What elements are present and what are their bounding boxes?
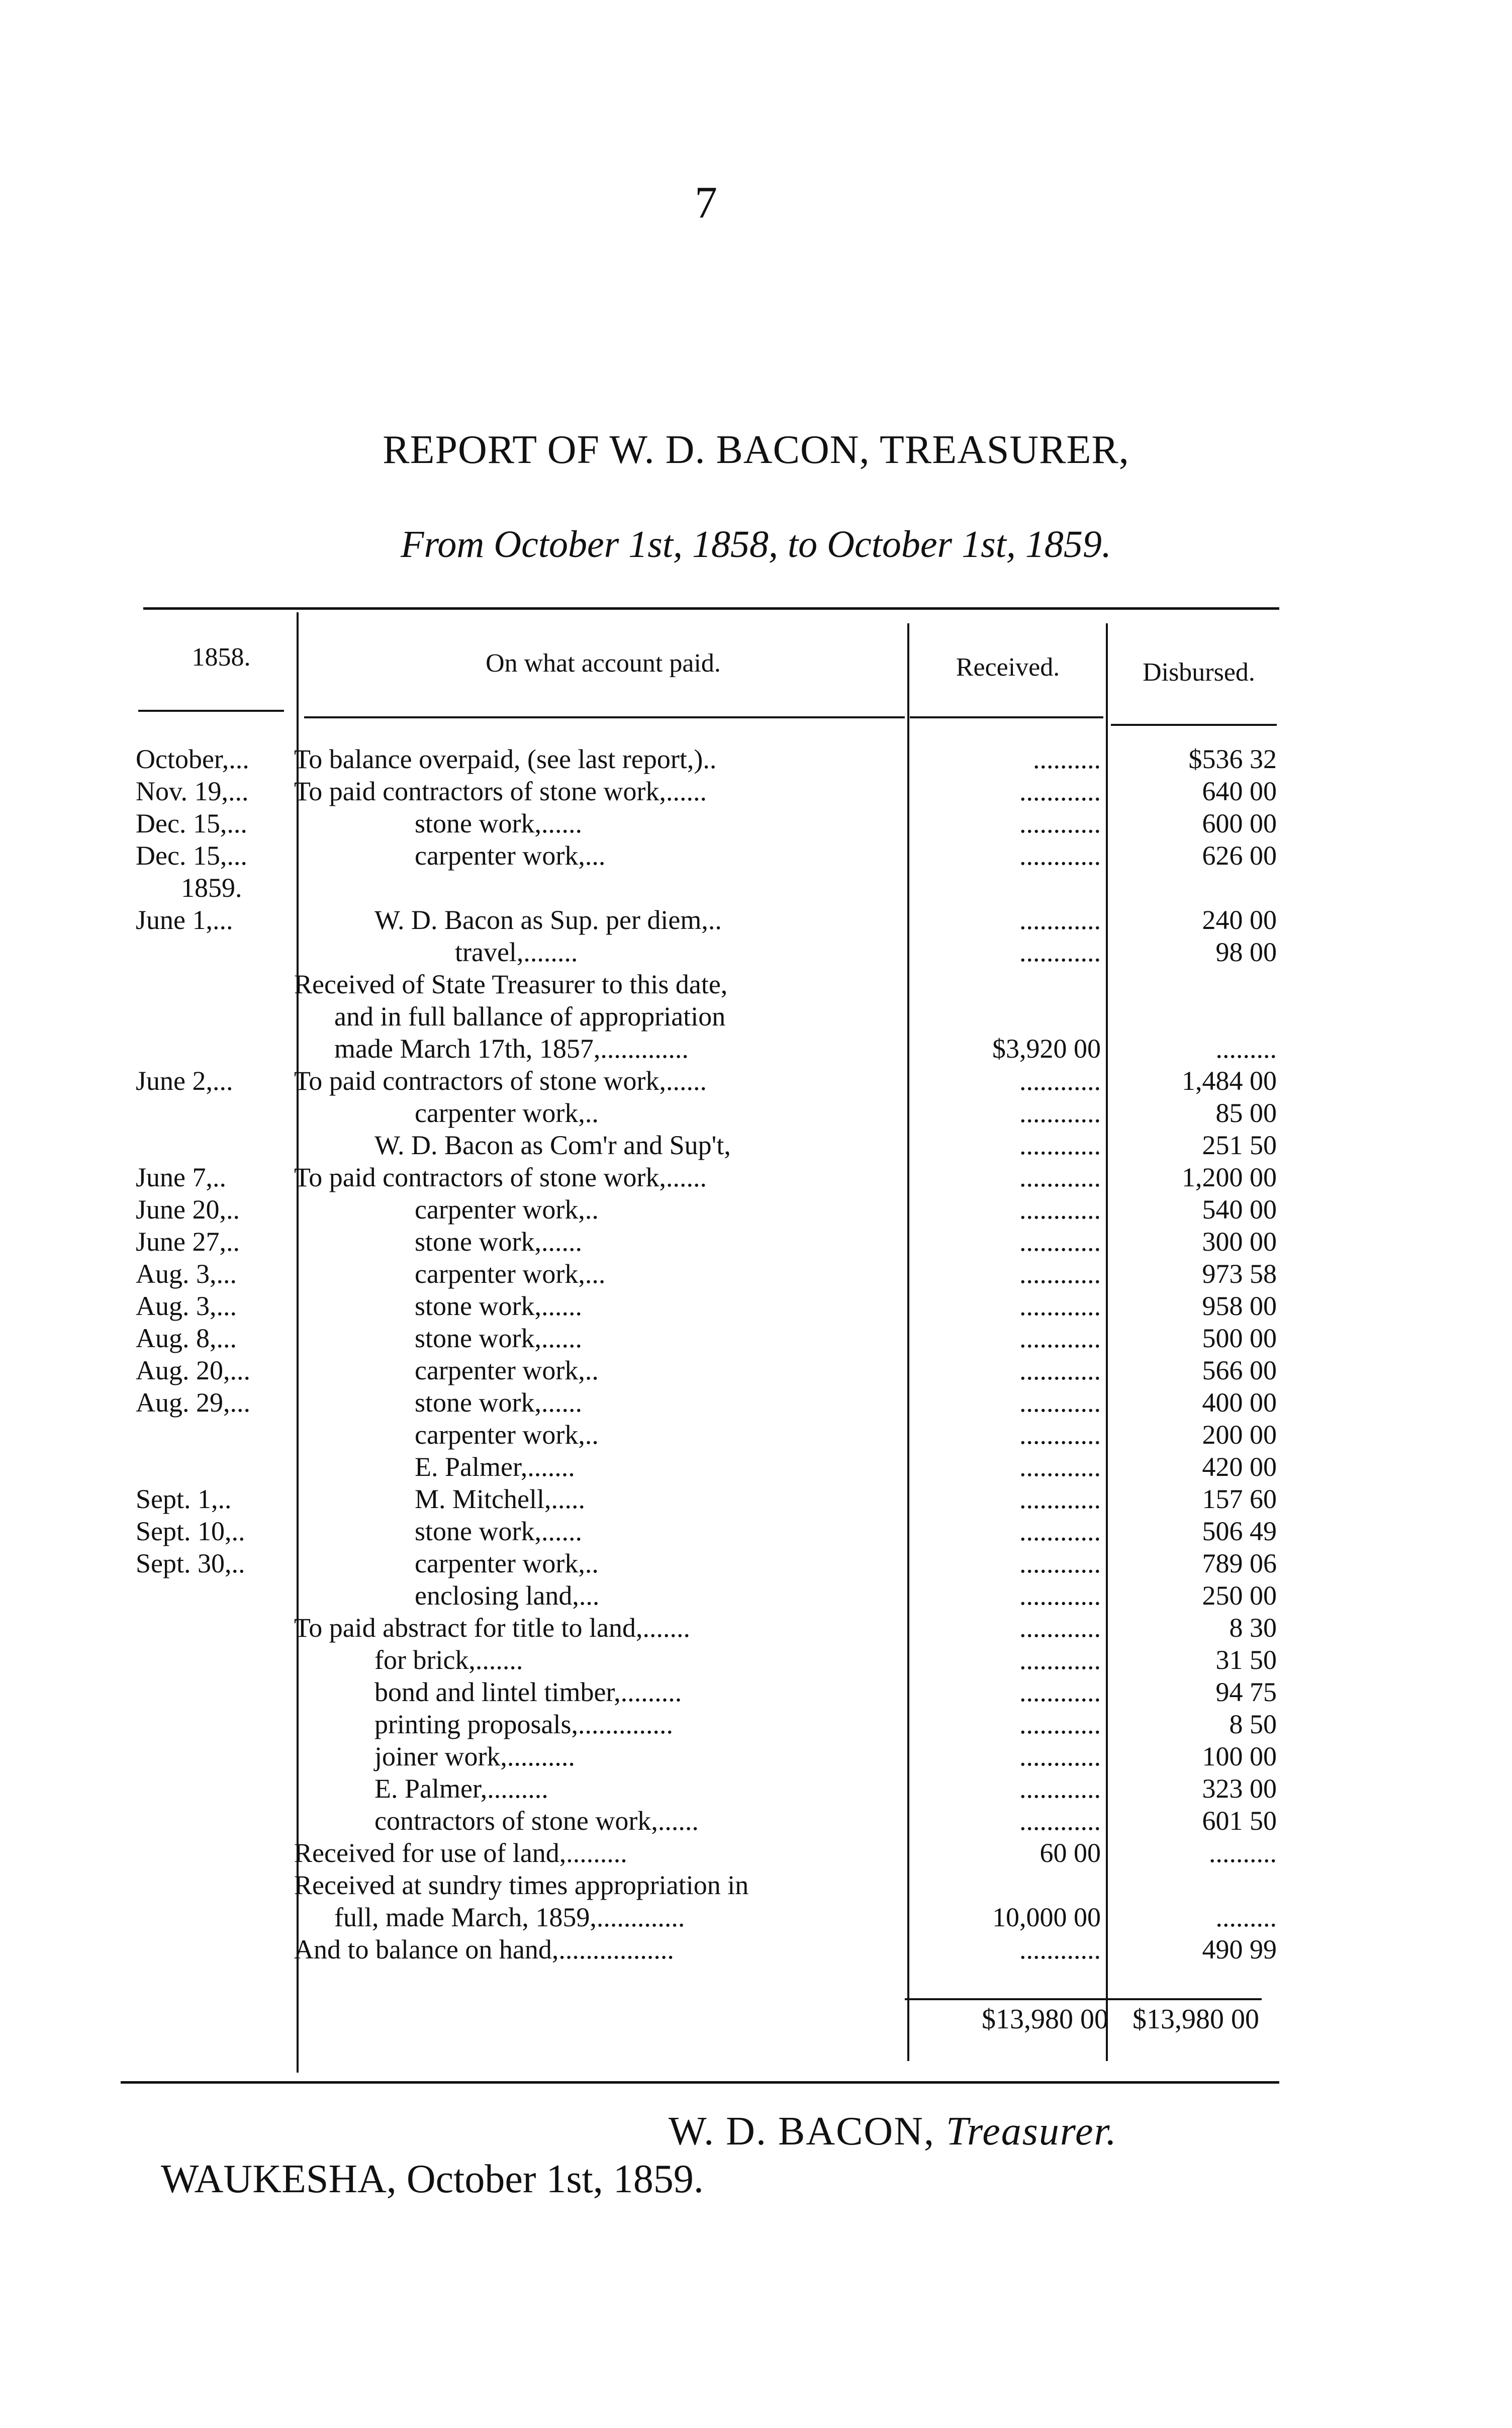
row-disbursed: 973 58	[1202, 1259, 1277, 1289]
report-subtitle: From October 1st, 1858, to October 1st, 1859.	[401, 523, 1111, 566]
table-bottom-rule	[121, 2081, 1279, 2084]
header-date: 1858.	[192, 643, 251, 672]
table-row	[0, 1097, 1512, 1129]
row-account: stone work,......	[415, 808, 582, 838]
row-date: Nov. 19,...	[136, 776, 249, 806]
row-date: Aug. 20,...	[136, 1355, 250, 1385]
row-date: Sept. 30,..	[136, 1548, 245, 1578]
row-disbursed: 31 50	[1215, 1645, 1277, 1675]
row-account: To paid abstract for title to land,.......	[294, 1613, 691, 1643]
table-row	[0, 1708, 1512, 1740]
row-disbursed: 540 00	[1202, 1194, 1277, 1225]
table-row	[0, 936, 1512, 968]
table-row	[0, 1161, 1512, 1193]
row-date: June 27,..	[136, 1227, 240, 1257]
row-received: ............	[1019, 1291, 1101, 1321]
total-received: $13,980 00	[982, 2004, 1108, 2035]
row-disbursed: .........	[1215, 1034, 1277, 1064]
row-date: Dec. 15,...	[136, 841, 247, 871]
row-date: June 20,..	[136, 1194, 240, 1225]
table-row	[0, 1033, 1512, 1065]
table-row	[0, 1612, 1512, 1644]
row-received: ............	[1019, 1806, 1101, 1836]
row-account: carpenter work,...	[415, 1259, 606, 1289]
row-disbursed: 600 00	[1202, 808, 1277, 838]
table-row	[0, 1258, 1512, 1290]
row-received: $3,920 00	[992, 1034, 1101, 1064]
table-row	[0, 1901, 1512, 1933]
table-row	[0, 1386, 1512, 1419]
header-disbursed: Disbursed.	[1143, 658, 1255, 687]
row-received: ............	[1019, 1323, 1101, 1353]
row-account: made March 17th, 1857,.............	[334, 1034, 689, 1064]
row-date: June 7,..	[136, 1162, 226, 1192]
table-row	[0, 1065, 1512, 1097]
row-received: ............	[1019, 776, 1101, 806]
row-account: W. D. Bacon as Sup. per diem,..	[374, 905, 722, 935]
row-date: Aug. 3,...	[136, 1259, 237, 1289]
table-row	[0, 1740, 1512, 1772]
row-disbursed: 8 50	[1229, 1709, 1277, 1739]
row-received: ............	[1019, 1580, 1101, 1611]
table-row	[0, 904, 1512, 936]
row-date: Dec. 15,...	[136, 808, 247, 838]
row-received: ............	[1019, 1259, 1101, 1289]
row-disbursed: 789 06	[1202, 1548, 1277, 1578]
row-account: carpenter work,..	[415, 1355, 599, 1385]
table-row	[0, 807, 1512, 839]
table-row	[0, 968, 1512, 1000]
row-disbursed: 640 00	[1202, 776, 1277, 806]
table-row	[0, 775, 1512, 807]
table-top-rule	[143, 607, 1279, 610]
row-account: stone work,......	[415, 1227, 582, 1257]
header-account: On what account paid.	[486, 649, 721, 678]
table-row	[0, 1451, 1512, 1483]
table-row	[0, 1837, 1512, 1869]
row-disbursed: 1,484 00	[1182, 1066, 1277, 1096]
row-account: To paid contractors of stone work,......	[294, 1162, 707, 1192]
table-row	[0, 1515, 1512, 1547]
row-disbursed: $536 32	[1188, 744, 1277, 774]
row-received: ............	[1019, 1387, 1101, 1418]
row-disbursed: 94 75	[1215, 1677, 1277, 1707]
table-row	[0, 1354, 1512, 1386]
row-disbursed: 8 30	[1229, 1613, 1277, 1643]
row-account: carpenter work,..	[415, 1548, 599, 1578]
table-row	[0, 1322, 1512, 1354]
row-account: joiner work,..........	[374, 1741, 575, 1771]
row-received: ............	[1019, 1066, 1101, 1096]
row-received: ............	[1019, 1934, 1101, 1965]
table-row	[0, 1193, 1512, 1226]
row-disbursed: 420 00	[1202, 1452, 1277, 1482]
row-account: W. D. Bacon as Com'r and Sup't,	[374, 1130, 731, 1160]
row-date: Aug. 3,...	[136, 1291, 237, 1321]
row-disbursed: 200 00	[1202, 1420, 1277, 1450]
row-received: ............	[1019, 1227, 1101, 1257]
total-rule-received	[905, 1998, 1103, 2000]
row-received: ............	[1019, 841, 1101, 871]
header-rule-received	[910, 716, 1103, 718]
row-account: Received for use of land,.........	[294, 1838, 627, 1868]
row-account: And to balance on hand,.................	[294, 1934, 674, 1965]
row-account: stone work,......	[415, 1387, 582, 1418]
row-disbursed: 400 00	[1202, 1387, 1277, 1418]
row-date: Sept. 1,..	[136, 1484, 232, 1514]
table-row	[0, 872, 1512, 904]
row-account: for brick,.......	[374, 1645, 523, 1675]
row-received: ............	[1019, 1548, 1101, 1578]
row-disbursed: 601 50	[1202, 1806, 1277, 1836]
row-account: carpenter work,..	[415, 1194, 599, 1225]
row-disbursed: 85 00	[1215, 1098, 1277, 1128]
row-received: ............	[1019, 1645, 1101, 1675]
signature	[669, 2109, 1117, 2155]
row-received: ............	[1019, 1773, 1101, 1804]
row-account: contractors of stone work,......	[374, 1806, 699, 1836]
row-account: carpenter work,..	[415, 1420, 599, 1450]
table-row	[0, 1547, 1512, 1579]
table-row	[0, 1676, 1512, 1708]
row-disbursed: ..........	[1209, 1838, 1277, 1868]
row-received: ............	[1019, 1355, 1101, 1385]
row-account: E. Palmer,.......	[415, 1452, 575, 1482]
header-received: Received.	[956, 653, 1060, 682]
ledger-body	[0, 743, 1512, 1966]
table-row	[0, 1869, 1512, 1901]
row-disbursed: 958 00	[1202, 1291, 1277, 1321]
row-disbursed: 323 00	[1202, 1773, 1277, 1804]
table-row	[0, 1129, 1512, 1161]
row-disbursed: 251 50	[1202, 1130, 1277, 1160]
table-row	[0, 1483, 1512, 1515]
row-disbursed: 98 00	[1215, 937, 1277, 967]
row-date: Sept. 10,..	[136, 1516, 245, 1546]
header-rule-disbursed	[1111, 724, 1277, 726]
header-rule-date	[138, 710, 284, 712]
row-received: ..........	[1033, 744, 1101, 774]
table-row	[0, 839, 1512, 872]
row-disbursed: 300 00	[1202, 1227, 1277, 1257]
table-row	[0, 1772, 1512, 1805]
table-row	[0, 743, 1512, 775]
row-account: Received of State Treasurer to this date,	[294, 969, 728, 999]
table-row	[0, 1644, 1512, 1676]
row-received: ............	[1019, 1677, 1101, 1707]
row-date: June 1,...	[136, 905, 233, 935]
row-received: 60 00	[1040, 1838, 1101, 1868]
row-account: enclosing land,...	[415, 1580, 600, 1611]
row-received: ............	[1019, 1709, 1101, 1739]
row-account: full, made March, 1859,.............	[334, 1902, 685, 1932]
row-date: June 2,...	[136, 1066, 233, 1096]
row-disbursed: 566 00	[1202, 1355, 1277, 1385]
row-account: printing proposals,..............	[374, 1709, 673, 1739]
report-title: REPORT OF W. D. BACON, TREASURER,	[383, 428, 1129, 472]
row-received: ............	[1019, 1516, 1101, 1546]
table-row	[0, 1290, 1512, 1322]
row-disbursed: 506 49	[1202, 1516, 1277, 1546]
total-disbursed: $13,980 00	[1132, 2004, 1259, 2035]
row-disbursed: 490 99	[1202, 1934, 1277, 1965]
row-date: Aug. 8,...	[136, 1323, 237, 1353]
row-disbursed: 100 00	[1202, 1741, 1277, 1771]
row-received: ............	[1019, 1741, 1101, 1771]
row-account: stone work,......	[415, 1323, 582, 1353]
row-disbursed: 240 00	[1202, 905, 1277, 935]
table-row	[0, 1933, 1512, 1966]
row-account: E. Palmer,.........	[374, 1773, 548, 1804]
table-row	[0, 1000, 1512, 1033]
total-rule-disbursed	[1101, 1998, 1262, 2000]
row-disbursed: 1,200 00	[1182, 1162, 1277, 1192]
row-account: carpenter work,..	[415, 1098, 599, 1128]
row-account: stone work,......	[415, 1291, 582, 1321]
row-received: ............	[1019, 1484, 1101, 1514]
row-received: ............	[1019, 1420, 1101, 1450]
table-row	[0, 1805, 1512, 1837]
row-account: travel,........	[455, 937, 578, 967]
place-date: WAUKESHA, October 1st, 1859.	[161, 2157, 704, 2201]
row-received: ............	[1019, 905, 1101, 935]
row-disbursed: 250 00	[1202, 1580, 1277, 1611]
row-account: carpenter work,...	[415, 841, 606, 871]
row-date: Aug. 29,...	[136, 1387, 250, 1418]
row-disbursed: .........	[1215, 1902, 1277, 1932]
row-received: ............	[1019, 1130, 1101, 1160]
row-account: To balance overpaid, (see last report,)..	[294, 744, 717, 774]
row-received: ............	[1019, 937, 1101, 967]
row-disbursed: 157 60	[1202, 1484, 1277, 1514]
row-account: To paid contractors of stone work,......	[294, 1066, 707, 1096]
row-account: To paid contractors of stone work,......	[294, 776, 707, 806]
signature-name: W. D. BACON,	[669, 2109, 946, 2154]
row-account: Received at sundry times appropriation in	[294, 1870, 749, 1900]
row-received: 10,000 00	[992, 1902, 1101, 1932]
header-rule-account	[304, 716, 905, 718]
row-received: ............	[1019, 1613, 1101, 1643]
row-account: and in full ballance of appropriation	[334, 1001, 726, 1032]
row-date: 1859.	[181, 873, 242, 903]
row-received: ............	[1019, 1162, 1101, 1192]
row-received: ............	[1019, 1452, 1101, 1482]
table-row	[0, 1226, 1512, 1258]
row-disbursed: 626 00	[1202, 841, 1277, 871]
table-row	[0, 1419, 1512, 1451]
row-date: October,...	[136, 744, 249, 774]
row-account: bond and lintel timber,.........	[374, 1677, 682, 1707]
row-received: ............	[1019, 1098, 1101, 1128]
row-received: ............	[1019, 1194, 1101, 1225]
signature-role: Treasurer.	[946, 2109, 1117, 2154]
table-row	[0, 1579, 1512, 1612]
row-account: stone work,......	[415, 1516, 582, 1546]
row-disbursed: 500 00	[1202, 1323, 1277, 1353]
row-received: ............	[1019, 808, 1101, 838]
page-number: 7	[695, 178, 717, 228]
row-account: M. Mitchell,.....	[415, 1484, 585, 1514]
